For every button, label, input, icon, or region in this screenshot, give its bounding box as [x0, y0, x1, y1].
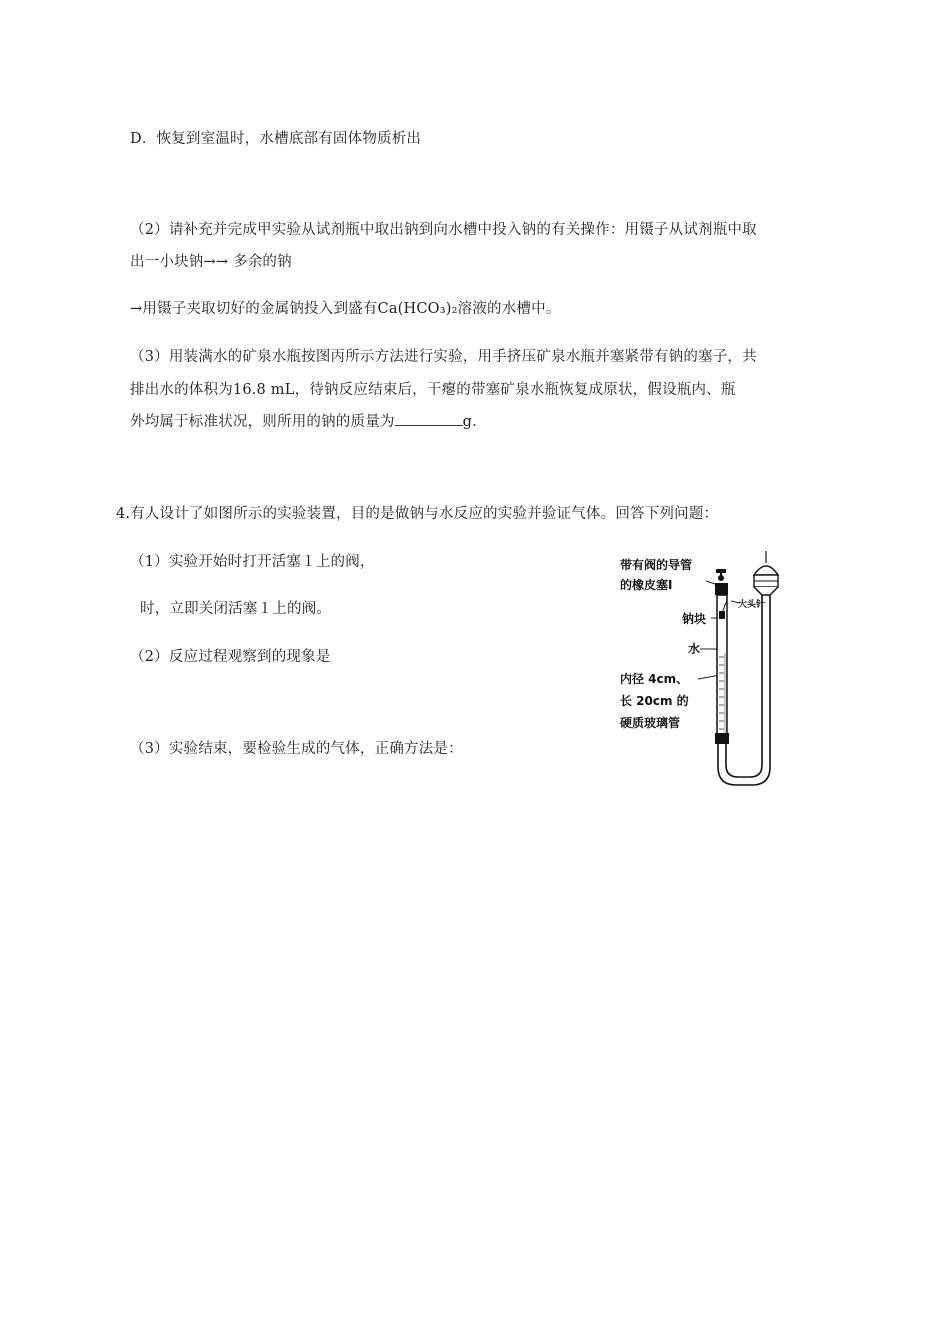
label-tube-1: 带有阀的导管 [620, 558, 693, 572]
stopper-valve-icon [715, 569, 728, 595]
q3-part3-line2: 排出水的体积为16.8 mL，待钠反应结束后，干瘪的带塞矿泉水瓶恢复成原状，假设瓶内、瓶 [130, 382, 736, 398]
apparatus-figure [612, 545, 822, 795]
q4-sub1-line2: 时，立即关闭活塞１上的阀。 [140, 601, 332, 617]
q3-part3-line3-suffix: g. [462, 414, 477, 430]
label-water: 水 [688, 642, 701, 656]
label-pin: 大头针 [738, 600, 766, 610]
q4-sub2: （2）反应过程观察到的现象是 [130, 649, 331, 665]
q3-part3-line3 [130, 410, 477, 431]
q4-sub3: （3）实验结束，要检验生成的气体，正确方法是： [130, 741, 463, 757]
label-sodium: 钠块 [682, 612, 707, 626]
label-glass-2: 长 20cm 的 [620, 694, 689, 708]
q4-sub1-line1: （1）实验开始时打开活塞１上的阀， [130, 554, 375, 570]
q3-part3-line3-prefix: 外均属于标准状况，则所用的钠的质量为 [130, 414, 395, 430]
bottom-stopper [715, 733, 729, 744]
q3-part2-line3: →用镊子夹取切好的金属钠投入到盛有Ca(HCO₃)₂溶液的水槽中。 [130, 301, 561, 317]
answer-blank [395, 411, 463, 426]
u-tube-inner [726, 593, 762, 777]
label-glass-3: 硬质玻璃管 [620, 716, 681, 730]
option-d: D．恢复到室温时，水槽底部有固体物质析出 [130, 131, 422, 147]
q3-part3-line1: （3）用装满水的矿泉水瓶按图丙所示方法进行实验，用手挤压矿泉水瓶并塞紧带有钠的塞子，共 [130, 349, 757, 365]
funnel-icon [754, 551, 778, 595]
q3-part2-line1: （2）请补充并完成甲实验从试剂瓶中取出钠到向水槽中投入钠的有关操作：用镊子从试剂瓶中取 [130, 222, 757, 238]
label-tube-2: 的橡皮塞Ⅰ [620, 578, 673, 592]
q3-part2-line2: 出一小块钠→→ 多余的钠 [130, 254, 292, 270]
q4-stem: 4.有人设计了如图所示的实验装置，目的是做钠与水反应的实验并验证气体。回答下列问题： [116, 506, 719, 522]
label-glass-1: 内径 4cm、 [620, 672, 689, 686]
